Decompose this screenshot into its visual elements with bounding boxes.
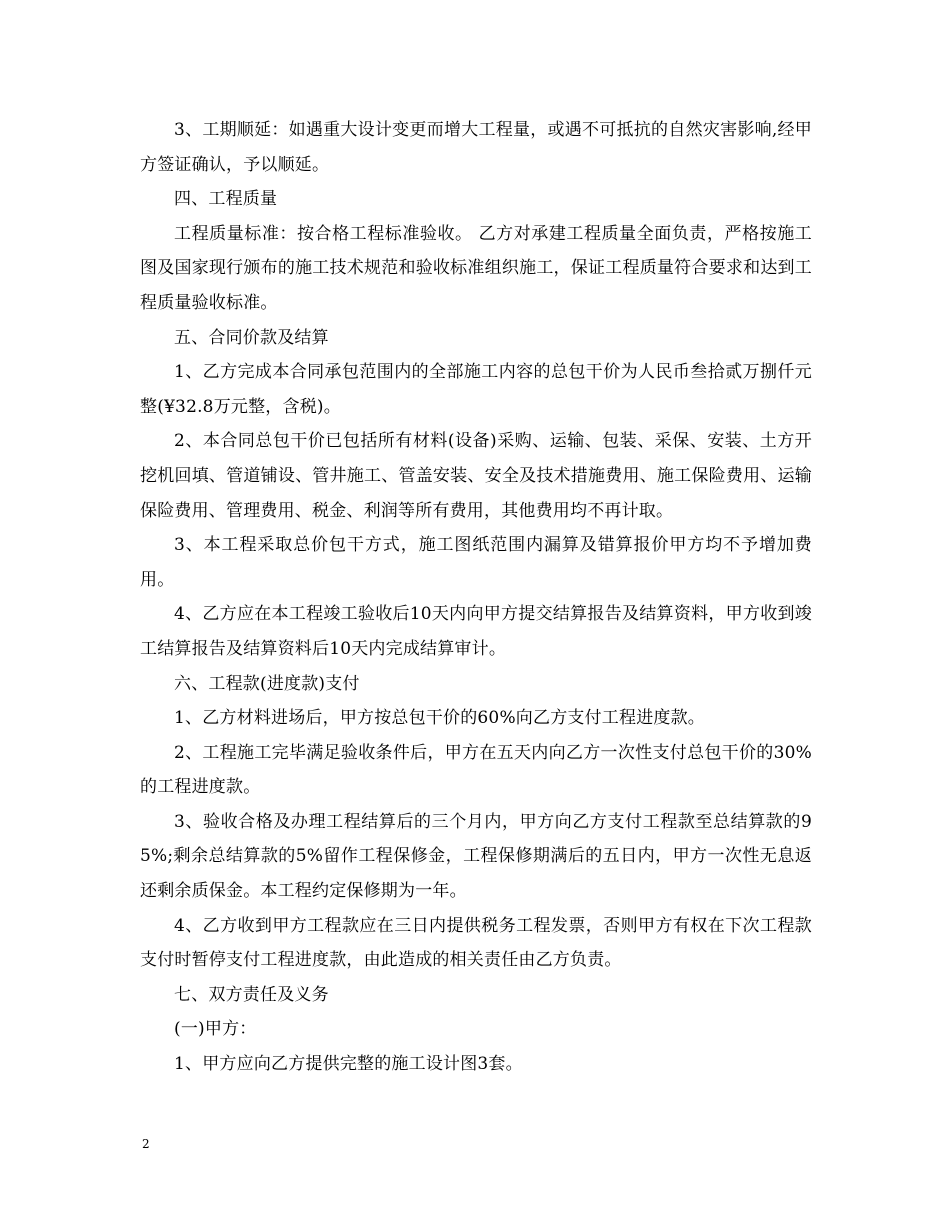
- heading-responsibilities: 七、双方责任及义务: [174, 984, 329, 1005]
- paragraph-delay-clause: 3、工期顺延：如遇重大设计变更而增大工程量，或遇不可抵抗的自然灾害影响,经甲方签证确认，予以顺延。: [140, 120, 812, 175]
- paragraph-settlement-report: 4、乙方应在本工程竣工验收后10天内向甲方提交结算报告及结算资料，甲方收到竣工结算报告及结算资料后10天内完成结算审计。: [140, 604, 812, 659]
- paragraph-invoice: 4、乙方收到甲方工程款应在三日内提供税务工程发票，否则甲方有权在下次工程款支付时暂停支付工程进度款，由此造成的相关责任由乙方负责。: [140, 915, 812, 971]
- paragraph-price-includes: 2、本合同总包干价已包括所有材料(设备)采购、运输、包装、采保、安装、土方开挖机回填、管道铺设、管井施工、管盖安装、安全及技术措施费用、施工保险费用、运输保险费用、管理费用、税金、利润等所有费用，其他费用均不再计取。: [140, 431, 812, 521]
- heading-party-a: (一)甲方：: [174, 1019, 257, 1040]
- paragraph-payment-60: 1、乙方材料进场后，甲方按总包干价的60%向乙方支付工程进度款。: [174, 708, 705, 729]
- heading-payment: 六、工程款(进度款)支付: [174, 673, 360, 694]
- paragraph-payment-95: 3、验收合格及办理工程结算后的三个月内，甲方向乙方支付工程款至总结算款的95%;剩余总结算款的5%留作工程保修金，工程保修期满后的五日内，甲方一次性无息返还剩余质保金。本工程约定保修期为一年。: [140, 811, 812, 902]
- paragraph-lump-sum: 3、本工程采取总价包干方式，施工图纸范围内漏算及错算报价甲方均不予增加费用。: [140, 535, 812, 590]
- paragraph-payment-30: 2、工程施工完毕满足验收条件后，甲方在五天内向乙方一次性支付总包干价的30%的工程进度款。: [140, 742, 812, 798]
- paragraph-drawings: 1、甲方应向乙方提供完整的施工设计图3套。: [174, 1054, 523, 1075]
- heading-engineering-quality: 四、工程质量: [174, 189, 278, 210]
- heading-contract-price: 五、合同价款及结算: [174, 327, 329, 348]
- document-body: [140, 113, 812, 1082]
- paragraph-total-price: 1、乙方完成本合同承包范围内的全部施工内容的总包干价为人民币叁拾贰万捌仟元整(¥32.8万元整，含税)。: [140, 362, 812, 417]
- paragraph-quality-standard: 工程质量标准：按合格工程标准验收。 乙方对承建工程质量全面负责，严格按施工图及国家现行颁布的施工技术规范和验收标准组织施工，保证工程质量符合要求和达到工程质量验收标准。: [140, 223, 812, 313]
- page-number: 2: [142, 1137, 150, 1151]
